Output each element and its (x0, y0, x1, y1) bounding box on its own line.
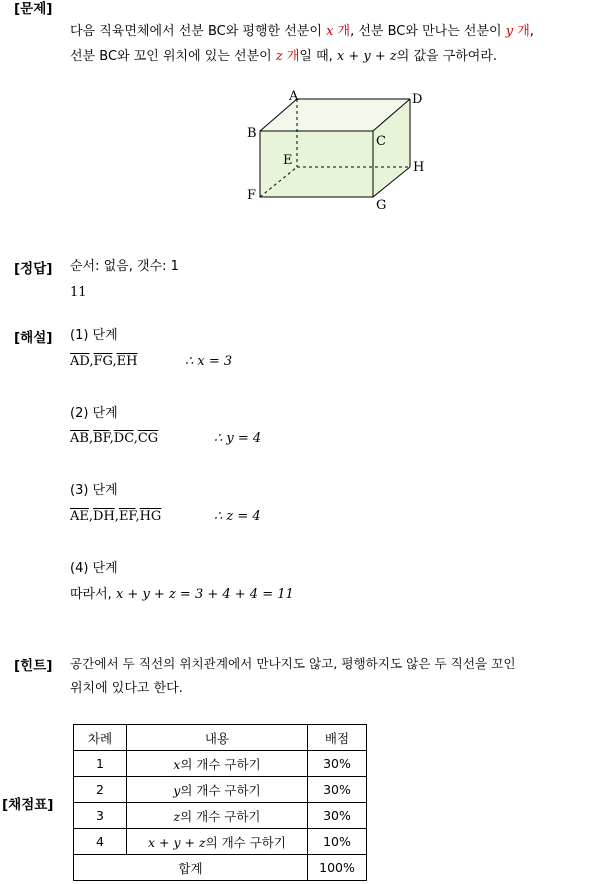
conclusion-text: 따라서, (70, 587, 116, 602)
problem-text: 의 값을 구하여라. (396, 49, 498, 64)
table-header-row (74, 725, 367, 751)
vertex-label-D: D (412, 92, 423, 107)
header-order: 차례 (74, 725, 127, 751)
scoring-table (73, 724, 367, 881)
segment: $\overline{HG}$ (139, 509, 162, 524)
table-row (74, 829, 367, 855)
cuboid-figure (240, 85, 440, 215)
row-points: 30% (308, 803, 367, 829)
problem-text: 다음 직육면체에서 선분 BC와 평행한 선분이 (70, 24, 327, 39)
answer-line-1: 순서: 없음, 갯수: 1 (70, 259, 179, 274)
step-1-segments: $\overline{AD},\overline{FG},\overline{EH}$ (70, 354, 138, 369)
segment: $\overline{AB}$ (70, 431, 89, 446)
problem-line-2 (70, 47, 497, 67)
vertex-label-A: A (289, 89, 299, 104)
segment: $\overline{BF}$ (93, 431, 110, 446)
row-order: 1 (74, 751, 127, 777)
total-points: 100% (308, 855, 367, 881)
total-label: 합계 (74, 855, 308, 881)
step-1-result: ∴ x = 3 (185, 354, 233, 369)
vertex-label-C: C (376, 134, 386, 149)
segment: $\overline{AD}$ (70, 354, 90, 369)
segment: $\overline{FG}$ (93, 354, 113, 369)
row-order: 2 (74, 777, 127, 803)
vertex-label-B: B (247, 126, 257, 141)
hint-line-1: 공간에서 두 직선의 위치관계에서 만나지도 않고, 평행하지도 않은 두 직선을 꼬인 (70, 656, 516, 671)
segment: $\overline{CG}$ (137, 431, 159, 446)
vertex-label-H: H (413, 160, 425, 175)
step-3-title: (3) 단계 (70, 483, 118, 498)
row-order: 4 (74, 829, 127, 855)
segment: $\overline{EF}$ (118, 509, 136, 524)
step-2-segments: $\overline{AB},\overline{BF},\overline{DC},\overline{CG}$ (70, 431, 159, 446)
problem-line-1 (70, 22, 534, 42)
vertex-label-F: F (247, 188, 257, 203)
cuboid-front-face (260, 131, 373, 197)
hint-tag: [힌트] (14, 658, 53, 674)
scoring-tag: [채점표] (2, 797, 54, 813)
row-content: x + y + z의 개수 구하기 (127, 829, 308, 855)
header-content: 내용 (127, 725, 308, 751)
hint-line-2: 위치에 있다고 한다. (70, 681, 183, 696)
step-2-result: ∴ y = 4 (214, 431, 262, 446)
problem-tag: [문제] (14, 1, 53, 17)
conclusion-math: x + y + z = 3 + 4 + 4 = 11 (115, 587, 294, 602)
segment: $\overline{DH}$ (93, 509, 115, 524)
answer-value: 11 (70, 285, 87, 300)
vertex-label-G: G (376, 198, 387, 213)
segment: $\overline{AE}$ (70, 509, 89, 524)
table-row (74, 751, 367, 777)
segment: $\overline{DC}$ (113, 431, 134, 446)
segment: $\overline{EH}$ (116, 354, 138, 369)
solution-tag: [해설] (14, 330, 53, 346)
vertex-label-E: E (283, 153, 293, 168)
y-count-highlight: y 개 (505, 24, 530, 39)
row-content: z의 개수 구하기 (127, 803, 308, 829)
header-points: 배점 (308, 725, 367, 751)
problem-expression: x + y + z (336, 49, 397, 64)
row-points: 10% (308, 829, 367, 855)
table-row (74, 803, 367, 829)
row-points: 30% (308, 751, 367, 777)
step-3-segments: $\overline{AE},\overline{DH},\overline{EF},\overline{HG}$ (70, 509, 162, 524)
table-row (74, 777, 367, 803)
problem-text: 일 때, (299, 49, 337, 64)
step-3-result: ∴ z = 4 (214, 509, 261, 524)
problem-text: , (529, 24, 534, 39)
table-total-row (74, 855, 367, 881)
step-4-title: (4) 단계 (70, 561, 118, 576)
row-content: y의 개수 구하기 (127, 777, 308, 803)
problem-text: 선분 BC와 꼬인 위치에 있는 선분이 (70, 49, 276, 64)
step-2-title: (2) 단계 (70, 406, 118, 421)
step-1-title: (1) 단계 (70, 328, 118, 343)
answer-tag: [정답] (14, 261, 53, 277)
step-4-conclusion (70, 585, 294, 605)
row-order: 3 (74, 803, 127, 829)
z-count-highlight: z 개 (275, 49, 300, 64)
x-count-highlight: x 개 (326, 24, 351, 39)
row-content: x의 개수 구하기 (127, 751, 308, 777)
row-points: 30% (308, 777, 367, 803)
problem-text: , 선분 BC와 만나는 선분이 (350, 24, 506, 39)
